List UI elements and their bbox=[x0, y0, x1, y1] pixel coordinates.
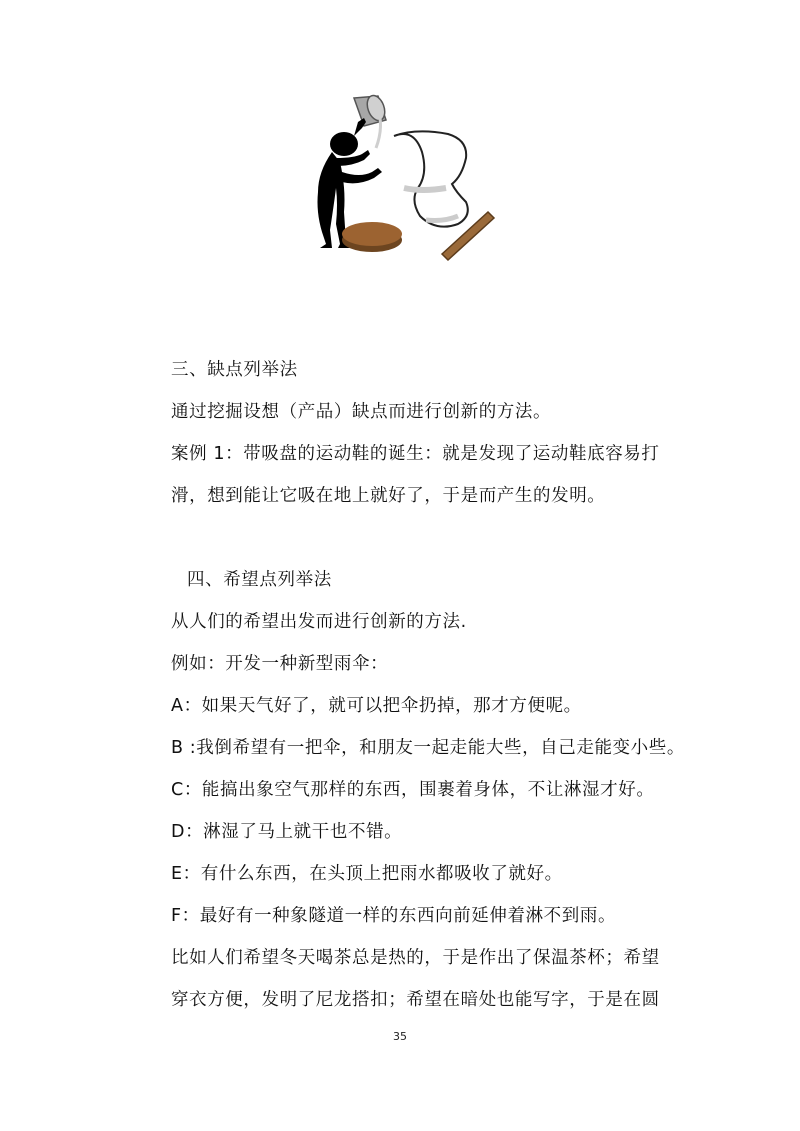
paragraph-line: 穿衣方便，发明了尼龙搭扣；希望在暗处也能写字，于是在圆 bbox=[171, 990, 660, 1010]
section-heading: 三、缺点列举法 bbox=[171, 360, 298, 380]
case-text-line: 案例 1：带吸盘的运动鞋的诞生：就是发现了运动鞋底容易打 bbox=[171, 444, 660, 464]
section-definition: 通过挖掘设想（产品）缺点而进行创新的方法。 bbox=[171, 402, 552, 422]
paragraph-line: 比如人们希望冬天喝茶总是热的，于是作出了保温茶杯；希望 bbox=[171, 948, 660, 968]
page-number: 35 bbox=[393, 1030, 407, 1043]
list-item: C：能搞出象空气那样的东西，围裹着身体，不让淋湿才好。 bbox=[171, 780, 655, 800]
hourglass-figure-illustration bbox=[296, 92, 500, 266]
list-item: B :我倒希望有一把伞，和朋友一起走能大些，自己走能变小些。 bbox=[171, 738, 685, 758]
section-definition: 从人们的希望出发而进行创新的方法. bbox=[171, 612, 467, 632]
list-item: A：如果天气好了，就可以把伞扔掉，那才方便呢。 bbox=[171, 696, 582, 716]
list-item: E：有什么东西，在头顶上把雨水都吸收了就好。 bbox=[171, 864, 563, 884]
list-item: D：淋湿了马上就干也不错。 bbox=[171, 822, 403, 842]
case-text-line: 滑，想到能让它吸在地上就好了，于是而产生的发明。 bbox=[171, 486, 606, 506]
section-heading: 四、希望点列举法 bbox=[187, 570, 332, 590]
coin-icon bbox=[342, 222, 402, 252]
example-intro: 例如：开发一种新型雨伞： bbox=[171, 654, 389, 674]
hourglass-icon bbox=[394, 131, 468, 226]
bucket-icon bbox=[354, 93, 388, 148]
list-item: F：最好有一种象隧道一样的东西向前延伸着淋不到雨。 bbox=[171, 906, 617, 926]
